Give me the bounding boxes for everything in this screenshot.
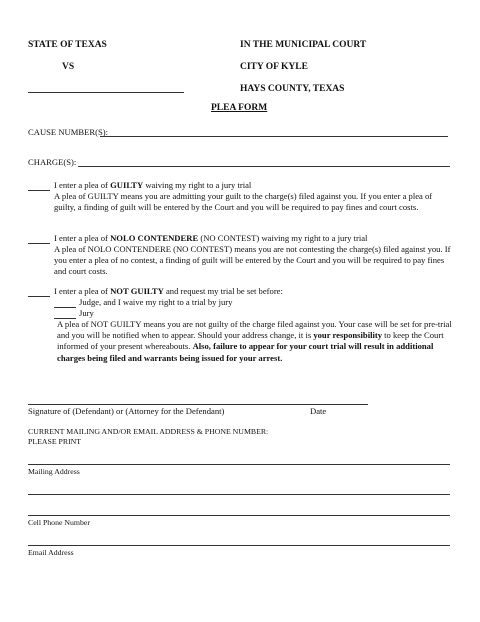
county-name: HAYS COUNTY, TEXAS (240, 84, 345, 94)
charge-field[interactable] (78, 166, 450, 167)
date-label: Date (310, 406, 327, 416)
cell-phone-field[interactable] (28, 515, 450, 516)
email-address-field[interactable] (28, 545, 450, 546)
not-guilty-plea-statement: I enter a plea of NOT GUILTY and request my trial be set before: (54, 286, 283, 296)
jury-option-label: Jury (79, 308, 94, 318)
judge-option-line[interactable] (54, 307, 76, 308)
mailing-address-label: Mailing Address (28, 467, 80, 476)
mailing-address-field-2[interactable] (28, 494, 450, 495)
nolo-plea-statement: I enter a plea of NOLO CONTENDERE (NO CONTEST) waiving my right to a jury trial (54, 233, 368, 243)
please-print-label: PLEASE PRINT (28, 437, 82, 446)
cell-phone-label: Cell Phone Number (28, 518, 90, 527)
signature-label: Signature of (Defendant) or (Attorney for the Defendant) (28, 406, 225, 416)
state-of-texas: STATE OF TEXAS (28, 40, 107, 50)
contact-heading: CURRENT MAILING AND/OR EMAIL ADDRESS & PHONE NUMBER: (28, 427, 269, 436)
charge-label: CHARGE(S): (28, 157, 77, 167)
not-guilty-checkbox-line[interactable] (28, 296, 50, 297)
cause-number-label: CAUSE NUMBER(S): (28, 127, 108, 137)
guilty-explanation: A plea of GUILTY means you are admitting your guilt to the charge(s) filed against you. If you enter a plea of guilty, a finding of guilt will be entered by the Court and you will be required to pay fines and court costs. (54, 191, 433, 213)
not-guilty-explanation: A plea of NOT GUILTY means you are not guilty of the charge filed against you. Your case will be set for pre-trial and you will be notified when to appear. Should your address change, it is your responsibility to keep the Court informed of your present whereabouts. Also, failure to appear for your court trial will result in additional charges being filed and warrants being issued for your arrest. (57, 319, 452, 363)
page-title: PLEA FORM (211, 103, 268, 113)
judge-option-label: Judge, and I waive my right to a trial by jury (79, 297, 233, 307)
mailing-address-field[interactable] (28, 464, 450, 465)
email-address-label: Email Address (28, 548, 74, 557)
guilty-plea-statement: I enter a plea of GUILTY waiving my right to a jury trial (54, 180, 252, 190)
city-name: CITY OF KYLE (240, 62, 308, 72)
nolo-checkbox-line[interactable] (28, 243, 50, 244)
vs-label: VS (62, 62, 75, 72)
cause-number-field[interactable] (100, 136, 448, 137)
court-name: IN THE MUNICIPAL COURT (240, 40, 367, 50)
guilty-checkbox-line[interactable] (28, 190, 50, 191)
nolo-explanation: A plea of NOLO CONTENDERE (NO CONTEST) means you are not contesting the charge(s) filed against you. If you enter a plea of no contest, a finding of guilt will be entered by the Court and you will be required to pay fines and court costs. (54, 244, 451, 277)
signature-line[interactable] (28, 404, 368, 405)
defendant-name-line[interactable] (28, 92, 184, 93)
